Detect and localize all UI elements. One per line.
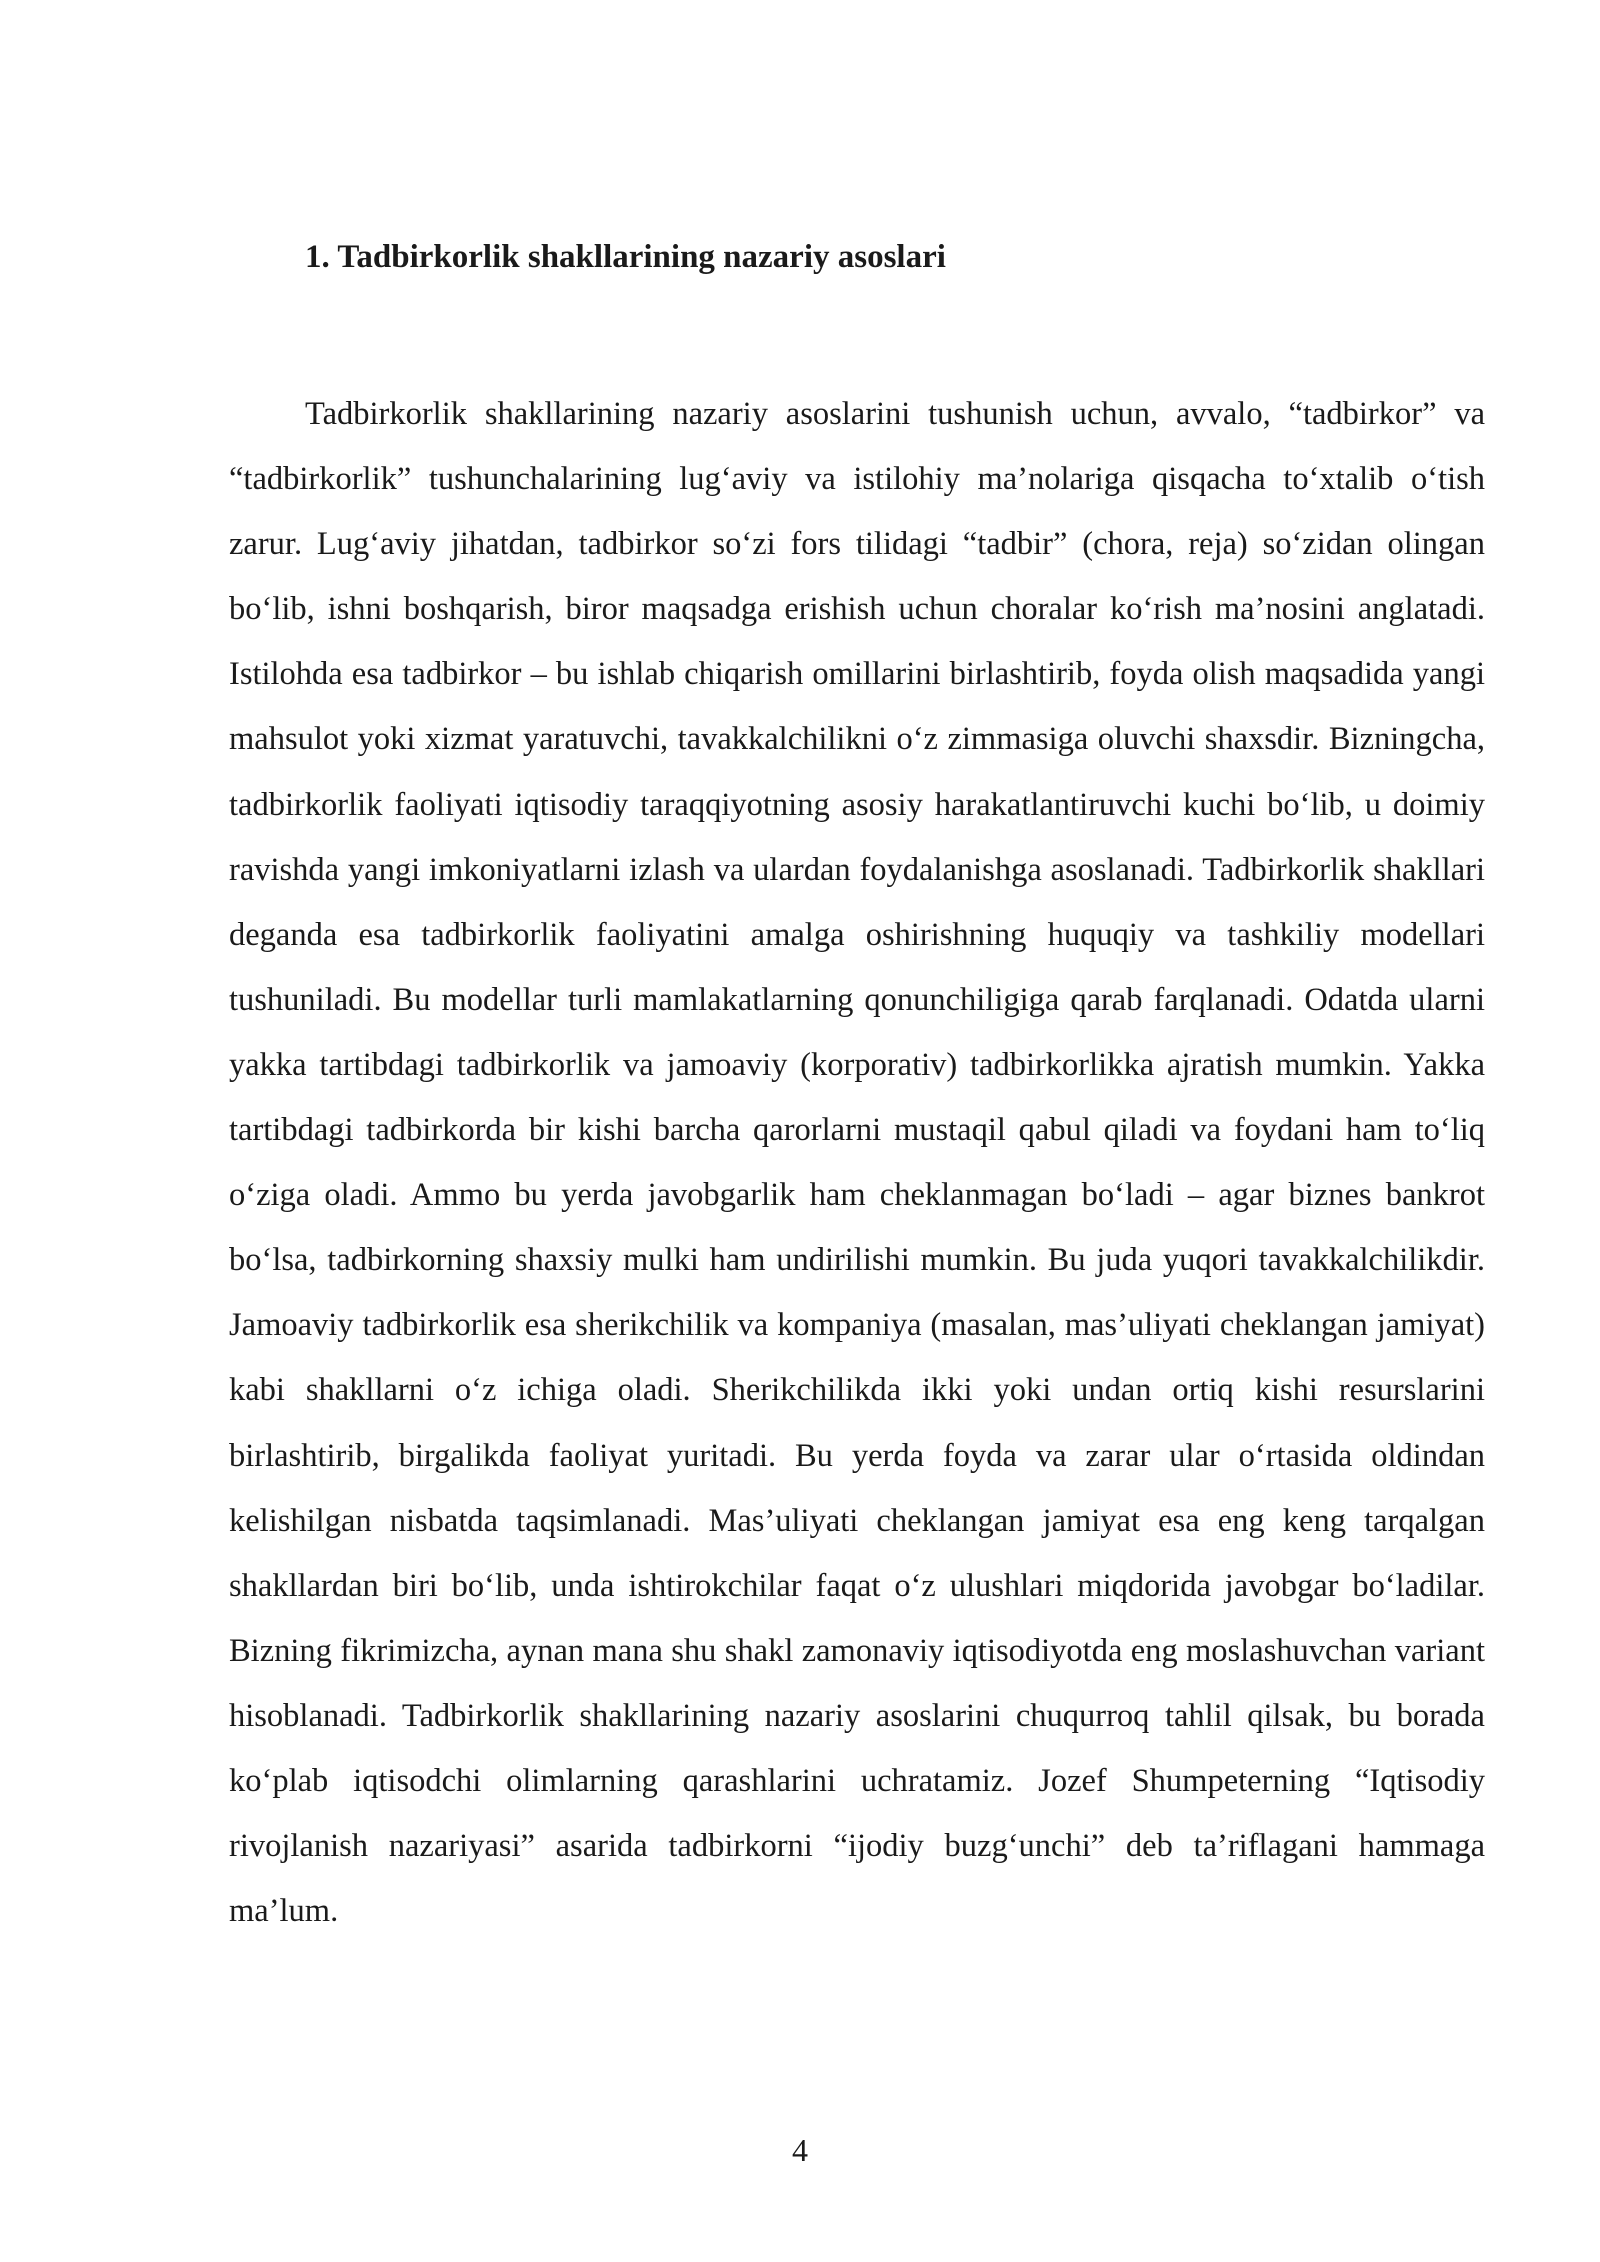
- body-paragraph: Tadbirkorlik shakllarining nazariy asoslarini tushunish uchun, avvalo, “tadbirkor” va “tadbirkorlik” tushunchalarining lug‘aviy va istilohiy ma’nolariga qisqacha to‘xtalib o‘tish zarur. Lug‘aviy jihatdan, tadbirkor so‘zi fors tilidagi “tadbir” (chora, reja) so‘zidan olingan bo‘lib, ishni boshqarish, biror maqsadga erishish uchun choralar ko‘rish ma’nosini anglatadi. Istilohda esa tadbirkor – bu ishlab chiqarish omillarini birlashtirib, foyda olish maqsadida yangi mahsulot yoki xizmat yaratuvchi, tavakkalchilikni o‘z zimmasiga oluvchi shaxsdir. Bizningcha, tadbirkorlik faoliyati iqtisodiy taraqqiyotning asosiy harakatlantiruvchi kuchi bo‘lib, u doimiy ravishda yangi imkoniyatlarni izlash va ulardan foydalanishga asoslanadi. Tadbirkorlik shakllari deganda esa tadbirkorlik faoliyatini amalga oshirishning huquqiy va tashkiliy modellari tushuniladi. Bu modellar turli mamlakatlarning qonunchiligiga qarab farqlanadi. Odatda ularni yakka tartibdagi tadbirkorlik va jamoaviy (korporativ) tadbirkorlikka ajratish mumkin. Yakka tartibdagi tadbirkorda bir kishi barcha qarorlarni mustaqil qabul qiladi va foydani ham to‘liq o‘ziga oladi. Ammo bu yerda javobgarlik ham cheklanmagan bo‘ladi – agar biznes bankrot bo‘lsa, tadbirkorning shaxsiy mulki ham undirilishi mumkin. Bu juda yuqori tavakkalchilikdir. Jamoaviy tadbirkorlik esa sherikchilik va kompaniya (masalan, mas’uliyati cheklangan jamiyat) kabi shakllarni o‘z ichiga oladi. Sherikchilikda ikki yoki undan ortiq kishi resurslarini birlashtirib, birgalikda faoliyat yuritadi. Bu yerda foyda va zarar ular o‘rtasida oldindan kelishilgan nisbatda taqsimlanadi. Mas’uliyati cheklangan jamiyat esa eng keng tarqalgan shakllardan biri bo‘lib, unda ishtirokchilar faqat o‘z ulushlari miqdorida javobgar bo‘ladilar. Bizning fikrimizcha, aynan mana shu shakl zamonaviy iqtisodiyotda eng moslashuvchan variant hisoblanadi. Tadbirkorlik shakllarining nazariy asoslarini chuqurroq tahlil qilsak, bu borada ko‘plab iqtisodchi olimlarning qarashlarini uchratamiz. Jozef Shumpeterning “Iqtisodiy rivojlanish nazariyasi” asarida tadbirkorni “ijodiy buzg‘unchi” deb ta’riflagani hammaga ma’lum.: [229, 396, 1485, 1930]
- section-heading: 1. Tadbirkorlik shakllarining nazariy asoslari: [305, 239, 946, 275]
- page-number: 4: [792, 2132, 808, 2168]
